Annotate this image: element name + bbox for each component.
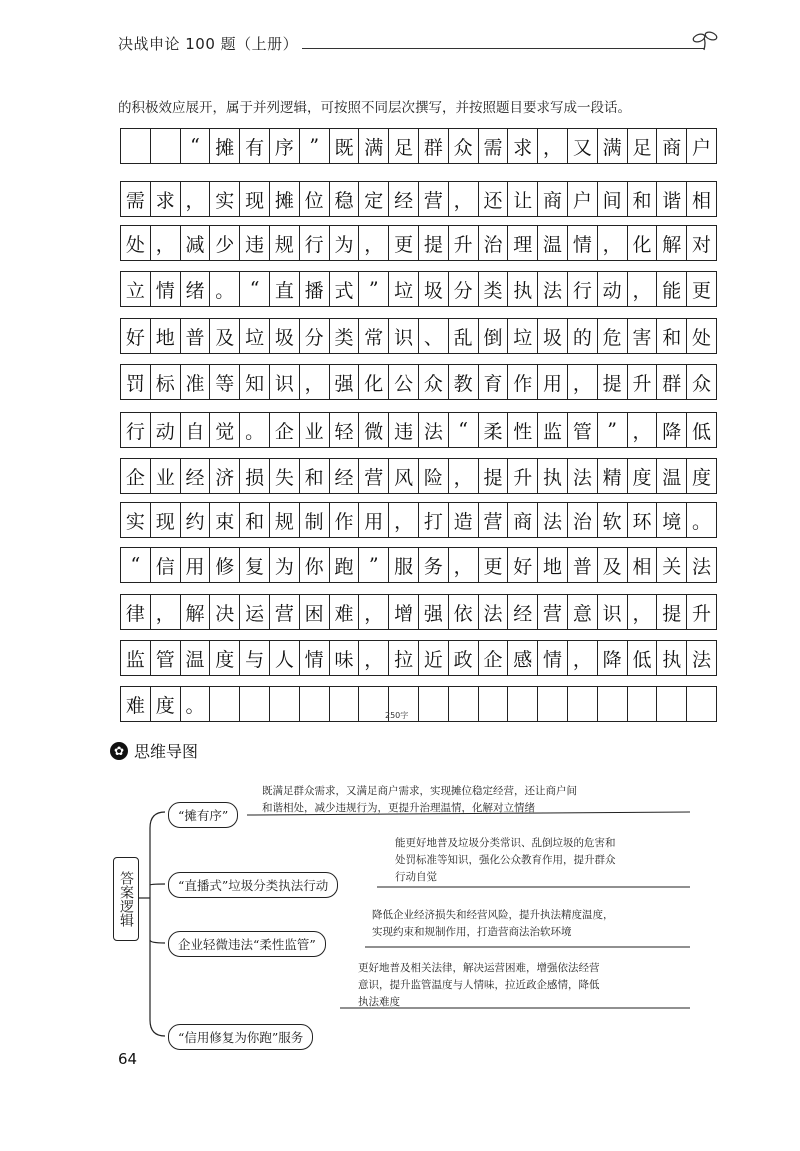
grid-cell: 为 bbox=[269, 547, 300, 583]
grid-cell: ， bbox=[299, 364, 330, 400]
grid-cell: ， bbox=[448, 458, 479, 494]
grid-cell: 普 bbox=[180, 318, 211, 354]
grid-cell: 减 bbox=[180, 225, 211, 261]
grid-cell: 企 bbox=[478, 640, 509, 676]
grid-cell: 商 bbox=[537, 181, 568, 217]
grid-cell: 户 bbox=[567, 181, 598, 217]
grid-cell: 少 bbox=[209, 225, 240, 261]
mindmap-branch-2-desc: 能更好地普及垃圾分类常识、乱倒垃圾的危害和 处罚标准等知识，强化公众教育作用，提升群众 行动自觉 bbox=[395, 837, 616, 883]
grid-cell: 相 bbox=[686, 181, 717, 217]
grid-cell: ， bbox=[448, 547, 479, 583]
grid-cell: 降 bbox=[656, 412, 687, 448]
grid-cell: 化 bbox=[627, 225, 658, 261]
grid-cell: 难 bbox=[120, 686, 151, 722]
grid-cell: 升 bbox=[448, 225, 479, 261]
grid-cell: ， bbox=[150, 594, 181, 630]
grid-cell: 用 bbox=[537, 364, 568, 400]
grid-cell: ， bbox=[537, 128, 568, 164]
grid-cell: 约 bbox=[180, 502, 211, 538]
grid-cell: 作 bbox=[507, 364, 538, 400]
grid-cell: ， bbox=[358, 225, 389, 261]
grid-cell: 实 bbox=[120, 502, 151, 538]
grid-cell: 和 bbox=[239, 502, 270, 538]
grid-cell: 好 bbox=[507, 547, 538, 583]
grid-cell: “ bbox=[239, 271, 270, 307]
grid-cell: 觉 bbox=[209, 412, 240, 448]
grid-cell: 执 bbox=[656, 640, 687, 676]
grid-cell: 普 bbox=[567, 547, 598, 583]
grid-cell: 经 bbox=[180, 458, 211, 494]
grid-cell: 决 bbox=[209, 594, 240, 630]
grid-cell: ， bbox=[597, 225, 628, 261]
grid-cell: 打 bbox=[418, 502, 449, 538]
grid-cell: 教 bbox=[448, 364, 479, 400]
grid-cell: 治 bbox=[478, 225, 509, 261]
grid-cell: 准 bbox=[180, 364, 211, 400]
grid-cell: 足 bbox=[388, 128, 419, 164]
grid-cell: ， bbox=[627, 412, 658, 448]
grid-cell: 商 bbox=[656, 128, 687, 164]
grid-cell: 序 bbox=[269, 128, 300, 164]
grid-cell: 间 bbox=[597, 181, 628, 217]
grid-cell: 情 bbox=[299, 640, 330, 676]
grid-cell: 相 bbox=[627, 547, 658, 583]
grid-cell: 险 bbox=[418, 458, 449, 494]
grid-cell: 提 bbox=[418, 225, 449, 261]
grid-cell: ” bbox=[358, 547, 389, 583]
grid-cell: 和 bbox=[299, 458, 330, 494]
grid-cell: 用 bbox=[358, 502, 389, 538]
grid-cell: 稳 bbox=[329, 181, 360, 217]
grid-cell: 法 bbox=[478, 594, 509, 630]
grid-cell: 害 bbox=[627, 318, 658, 354]
grid-cell: 温 bbox=[537, 225, 568, 261]
grid-cell: 人 bbox=[269, 640, 300, 676]
grid-cell: 律 bbox=[120, 594, 151, 630]
grid-cell: 摊 bbox=[269, 181, 300, 217]
grid-cell: 升 bbox=[507, 458, 538, 494]
flower-badge-icon: ✿ bbox=[110, 742, 128, 760]
grid-cell: 损 bbox=[239, 458, 270, 494]
grid-cell: 识 bbox=[269, 364, 300, 400]
mindmap-branch-1: “摊有序” bbox=[168, 802, 238, 828]
grid-cell: 轻 bbox=[329, 412, 360, 448]
grid-cell: 圾 bbox=[269, 318, 300, 354]
grid-cell: “ bbox=[448, 412, 479, 448]
mindmap-branch-1-desc: 既满足群众需求，又满足商户需求，实现摊位稳定经营，还让商户间 和谐相处，减少违规行为，更提升治理温情，化解对立情绪 bbox=[262, 785, 577, 814]
grid-cell: 依 bbox=[448, 594, 479, 630]
grid-cell: 监 bbox=[537, 412, 568, 448]
grid-cell: 经 bbox=[507, 594, 538, 630]
grid-cell: 情 bbox=[150, 271, 181, 307]
grid-cell: 济 bbox=[209, 458, 240, 494]
word-count-label: 250字 bbox=[385, 711, 409, 720]
grid-cell: 标 bbox=[150, 364, 181, 400]
grid-cell: 危 bbox=[597, 318, 628, 354]
grid-cell: 理 bbox=[507, 225, 538, 261]
grid-cell: 行 bbox=[567, 271, 598, 307]
grid-cell: 提 bbox=[478, 458, 509, 494]
grid-cell: 感 bbox=[507, 640, 538, 676]
grid-cell: 违 bbox=[239, 225, 270, 261]
grid-cell: 企 bbox=[120, 458, 151, 494]
grid-cell: 业 bbox=[150, 458, 181, 494]
grid-cell: 复 bbox=[239, 547, 270, 583]
grid-cell: 软 bbox=[597, 502, 628, 538]
grid-cell: 众 bbox=[418, 364, 449, 400]
grid-cell: 风 bbox=[388, 458, 419, 494]
grid-cell: 法 bbox=[567, 458, 598, 494]
grid-cell: 和 bbox=[627, 181, 658, 217]
grid-cell: 度 bbox=[209, 640, 240, 676]
grid-cell: 定 bbox=[358, 181, 389, 217]
grid-cell: 能 bbox=[656, 271, 687, 307]
grid-cell: 育 bbox=[478, 364, 509, 400]
grid-cell: 绪 bbox=[180, 271, 211, 307]
grid-cell: 。 bbox=[239, 412, 270, 448]
grid-cell: 分 bbox=[448, 271, 479, 307]
grid-cell: 识 bbox=[388, 318, 419, 354]
grid-cell: 的 bbox=[567, 318, 598, 354]
grid-cell: “ bbox=[180, 128, 211, 164]
grid-cell: 既 bbox=[329, 128, 360, 164]
grid-cell: 企 bbox=[269, 412, 300, 448]
grid-cell: 处 bbox=[120, 225, 151, 261]
grid-cell: 升 bbox=[627, 364, 658, 400]
grid-cell: 。 bbox=[686, 502, 717, 538]
grid-cell: 需 bbox=[478, 128, 509, 164]
grid-cell: 营 bbox=[418, 181, 449, 217]
grid-cell: 与 bbox=[239, 640, 270, 676]
grid-cell: 垃 bbox=[239, 318, 270, 354]
mindmap-branch-3: 企业轻微违法“柔性监管” bbox=[168, 931, 326, 957]
grid-cell: 造 bbox=[448, 502, 479, 538]
grid-cell: ， bbox=[627, 594, 658, 630]
grid-cell: 群 bbox=[418, 128, 449, 164]
grid-cell: 束 bbox=[209, 502, 240, 538]
grid-cell: 地 bbox=[150, 318, 181, 354]
grid-cell: 环 bbox=[627, 502, 658, 538]
grid-cell: 跑 bbox=[329, 547, 360, 583]
grid-cell: 好 bbox=[120, 318, 151, 354]
grid-cell: “ bbox=[120, 547, 151, 583]
grid-cell: 提 bbox=[597, 364, 628, 400]
grid-cell: 类 bbox=[329, 318, 360, 354]
grid-cell: 群 bbox=[656, 364, 687, 400]
grid-cell: ， bbox=[567, 364, 598, 400]
grid-cell: 执 bbox=[537, 458, 568, 494]
grid-cell: 治 bbox=[567, 502, 598, 538]
grid-cell: ” bbox=[358, 271, 389, 307]
grid-cell: 及 bbox=[209, 318, 240, 354]
grid-cell: 自 bbox=[180, 412, 211, 448]
grid-cell: 境 bbox=[656, 502, 687, 538]
grid-cell: 户 bbox=[686, 128, 717, 164]
mindmap-branch-4: “信用修复为你跑”服务 bbox=[168, 1024, 313, 1050]
grid-cell: 众 bbox=[448, 128, 479, 164]
grid-cell: 更 bbox=[388, 225, 419, 261]
grid-cell: 及 bbox=[597, 547, 628, 583]
grid-cell: 失 bbox=[269, 458, 300, 494]
grid-cell: 温 bbox=[180, 640, 211, 676]
grid-cell: 提 bbox=[656, 594, 687, 630]
intro-text: 的积极效应展开，属于并列逻辑，可按照不同层次撰写，并按照题目要求写成一段话。 bbox=[118, 100, 631, 116]
grid-cell: 温 bbox=[656, 458, 687, 494]
grid-cell: 更 bbox=[686, 271, 717, 307]
grid-cell: 管 bbox=[567, 412, 598, 448]
grid-cell: 式 bbox=[329, 271, 360, 307]
grid-cell: 信 bbox=[150, 547, 181, 583]
grid-cell: 营 bbox=[537, 594, 568, 630]
grid-cell: 困 bbox=[299, 594, 330, 630]
grid-cell: ， bbox=[150, 225, 181, 261]
grid-cell: 满 bbox=[597, 128, 628, 164]
grid-cell: 运 bbox=[239, 594, 270, 630]
grid-cell: 监 bbox=[120, 640, 151, 676]
grid-cell: 求 bbox=[507, 128, 538, 164]
running-header: 决战申论 100 题（上册） bbox=[118, 35, 299, 53]
grid-cell: 需 bbox=[120, 181, 151, 217]
grid-cell: 经 bbox=[329, 458, 360, 494]
grid-cell: 和 bbox=[656, 318, 687, 354]
grid-cell: 圾 bbox=[537, 318, 568, 354]
grid-cell: 情 bbox=[537, 640, 568, 676]
grid-cell: 摊 bbox=[209, 128, 240, 164]
mindmap-branch-2: “直播式”垃圾分类执法行动 bbox=[168, 872, 338, 898]
grid-cell: ， bbox=[567, 640, 598, 676]
grid-cell: 增 bbox=[388, 594, 419, 630]
grid-cell: 直 bbox=[269, 271, 300, 307]
grid-cell: 低 bbox=[686, 412, 717, 448]
grid-cell: 法 bbox=[537, 271, 568, 307]
grid-cell: 性 bbox=[507, 412, 538, 448]
grid-cell: 降 bbox=[597, 640, 628, 676]
grid-cell: 意 bbox=[567, 594, 598, 630]
grid-cell: 强 bbox=[329, 364, 360, 400]
grid-cell: 执 bbox=[507, 271, 538, 307]
grid-cell: 微 bbox=[358, 412, 389, 448]
grid-cell: 等 bbox=[209, 364, 240, 400]
grid-cell: 为 bbox=[329, 225, 360, 261]
grid-cell: 动 bbox=[150, 412, 181, 448]
grid-cell: 法 bbox=[686, 547, 717, 583]
grid-cell: 化 bbox=[358, 364, 389, 400]
grid-cell: 有 bbox=[239, 128, 270, 164]
grid-cell: 作 bbox=[329, 502, 360, 538]
grid-cell: 罚 bbox=[120, 364, 151, 400]
grid-cell: 位 bbox=[299, 181, 330, 217]
grid-cell: 经 bbox=[388, 181, 419, 217]
grid-cell: 行 bbox=[120, 412, 151, 448]
grid-cell: ， bbox=[358, 594, 389, 630]
grid-cell: 足 bbox=[627, 128, 658, 164]
grid-cell: ” bbox=[597, 412, 628, 448]
grid-cell: 解 bbox=[656, 225, 687, 261]
grid-cell: 你 bbox=[299, 547, 330, 583]
grid-cell: 管 bbox=[150, 640, 181, 676]
grid-cell: 求 bbox=[150, 181, 181, 217]
grid-cell: 务 bbox=[418, 547, 449, 583]
grid-cell: 政 bbox=[448, 640, 479, 676]
grid-cell: 拉 bbox=[388, 640, 419, 676]
grid-cell: 制 bbox=[299, 502, 330, 538]
grid-cell: ， bbox=[358, 640, 389, 676]
grid-cell: 立 bbox=[120, 271, 151, 307]
grid-cell: 味 bbox=[329, 640, 360, 676]
grid-cell: 关 bbox=[656, 547, 687, 583]
grid-cell: 用 bbox=[180, 547, 211, 583]
grid-cell: 公 bbox=[388, 364, 419, 400]
grid-cell: 乱 bbox=[448, 318, 479, 354]
grid-cell: 类 bbox=[478, 271, 509, 307]
grid-cell: ， bbox=[448, 181, 479, 217]
grid-cell: 还 bbox=[478, 181, 509, 217]
grid-cell: 难 bbox=[329, 594, 360, 630]
grid-cell: 垃 bbox=[507, 318, 538, 354]
page-number: 64 bbox=[118, 1050, 138, 1068]
grid-cell: 播 bbox=[299, 271, 330, 307]
grid-cell: 行 bbox=[299, 225, 330, 261]
grid-cell: 众 bbox=[686, 364, 717, 400]
grid-cell: 地 bbox=[537, 547, 568, 583]
grid-cell: 分 bbox=[299, 318, 330, 354]
grid-cell: 现 bbox=[239, 181, 270, 217]
grid-cell: 法 bbox=[537, 502, 568, 538]
grid-cell: 近 bbox=[418, 640, 449, 676]
grid-cell: 又 bbox=[567, 128, 598, 164]
grid-cell: 满 bbox=[358, 128, 389, 164]
grid-cell: 规 bbox=[269, 225, 300, 261]
mindmap-branch-3-desc: 降低企业经济损失和经营风险，提升执法精度温度， 实现约束和规制作用，打造营商法治软环境 bbox=[372, 909, 614, 938]
grid-cell: 现 bbox=[150, 502, 181, 538]
grid-cell: 业 bbox=[299, 412, 330, 448]
grid-cell: 低 bbox=[627, 640, 658, 676]
grid-cell: 处 bbox=[686, 318, 717, 354]
grid-cell: ， bbox=[180, 181, 211, 217]
grid-cell: 度 bbox=[686, 458, 717, 494]
grid-cell: 法 bbox=[686, 640, 717, 676]
grid-cell: 常 bbox=[358, 318, 389, 354]
grid-cell: 解 bbox=[180, 594, 211, 630]
grid-cell: 情 bbox=[567, 225, 598, 261]
grid-cell: 动 bbox=[597, 271, 628, 307]
grid-cell: 更 bbox=[478, 547, 509, 583]
grid-cell: ， bbox=[388, 502, 419, 538]
grid-cell: 强 bbox=[418, 594, 449, 630]
grid-cell: 精 bbox=[597, 458, 628, 494]
grid-cell: 、 bbox=[418, 318, 449, 354]
mindmap-root: 答案逻辑 bbox=[113, 857, 139, 941]
grid-cell: 柔 bbox=[478, 412, 509, 448]
grid-cell: 法 bbox=[418, 412, 449, 448]
grid-cell: 。 bbox=[209, 271, 240, 307]
grid-cell: 营 bbox=[269, 594, 300, 630]
grid-cell: 度 bbox=[150, 686, 181, 722]
grid-cell: 实 bbox=[209, 181, 240, 217]
mindmap-branch-4-desc: 更好地普及相关法律，解决运营困难，增强依法经营 意识，提升监管温度与人情味，拉近政企感情，降低 执法难度 bbox=[358, 962, 600, 1008]
grid-cell: 修 bbox=[209, 547, 240, 583]
grid-cell: 营 bbox=[358, 458, 389, 494]
grid-cell: 倒 bbox=[478, 318, 509, 354]
grid-cell: 。 bbox=[180, 686, 211, 722]
section-title-text: 思维导图 bbox=[134, 742, 199, 761]
grid-cell: ” bbox=[299, 128, 330, 164]
grid-cell: 识 bbox=[597, 594, 628, 630]
grid-cell: 谐 bbox=[656, 181, 687, 217]
grid-cell: 知 bbox=[239, 364, 270, 400]
grid-cell: 商 bbox=[507, 502, 538, 538]
grid-cell: 对 bbox=[686, 225, 717, 261]
grid-cell: 圾 bbox=[418, 271, 449, 307]
grid-cell: 让 bbox=[507, 181, 538, 217]
grid-cell: 规 bbox=[269, 502, 300, 538]
grid-cell: 服 bbox=[388, 547, 419, 583]
grid-cell: 度 bbox=[627, 458, 658, 494]
grid-cell: 升 bbox=[686, 594, 717, 630]
grid-cell: ， bbox=[627, 271, 658, 307]
grid-cell: 垃 bbox=[388, 271, 419, 307]
grid-cell: 营 bbox=[478, 502, 509, 538]
grid-cell: 违 bbox=[388, 412, 419, 448]
